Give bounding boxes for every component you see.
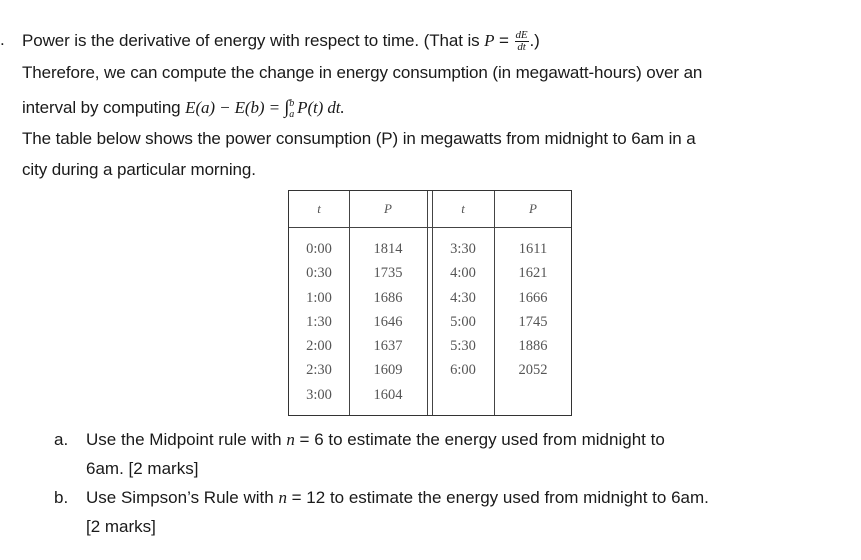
header-t-1: t (317, 201, 321, 216)
problem-line-1: Power is the derivative of energy with respect to time. (That is P = $\frac{dE}{dt}$ .) (22, 29, 540, 53)
question-b-line-1: Use Simpson’s Rule with n = 12 to estimate the energy used from midnight to 6am. (86, 488, 709, 507)
problem-line-5: city during a particular morning. (22, 160, 256, 179)
problem-line-2: Therefore, we can compute the change in energy consumption (in megawatt-hours) over an (22, 63, 703, 82)
derivative-fraction: $\frac{dE}{dt}$ (515, 29, 528, 53)
header-p-1: P (384, 201, 392, 216)
question-a-label: a. (54, 430, 69, 449)
header-p-2: P (529, 201, 537, 216)
time-column-2: 3:30 4:00 4:30 5:00 5:30 6:00 (450, 241, 476, 379)
problem-line-3: interval by computing E(a) − E(b) = ∫ b a P(t) dt. (22, 97, 345, 120)
question-b-line-2: [2 marks] (86, 517, 156, 536)
time-column-1: 0:00 0:30 1:00 1:30 2:00 2:30 3:00 (306, 241, 332, 403)
question-a-line-1: Use the Midpoint rule with n = 6 to estimate the energy used from midnight to (86, 430, 665, 449)
power-column-1: 1814 1735 1686 1646 1637 1609 1604 (373, 241, 403, 403)
header-t-2: t (461, 201, 465, 216)
question-b-label: b. (54, 488, 69, 507)
question-a-line-2: 6am. [2 marks] (86, 459, 199, 478)
power-column-2: 1611 1621 1666 1745 1886 2052 (518, 241, 548, 379)
problem-number: . (0, 30, 5, 49)
problem-line-4: The table below shows the power consumption (P) in megawatts from midnight to 6am in a (22, 129, 696, 148)
power-table (288, 190, 572, 416)
